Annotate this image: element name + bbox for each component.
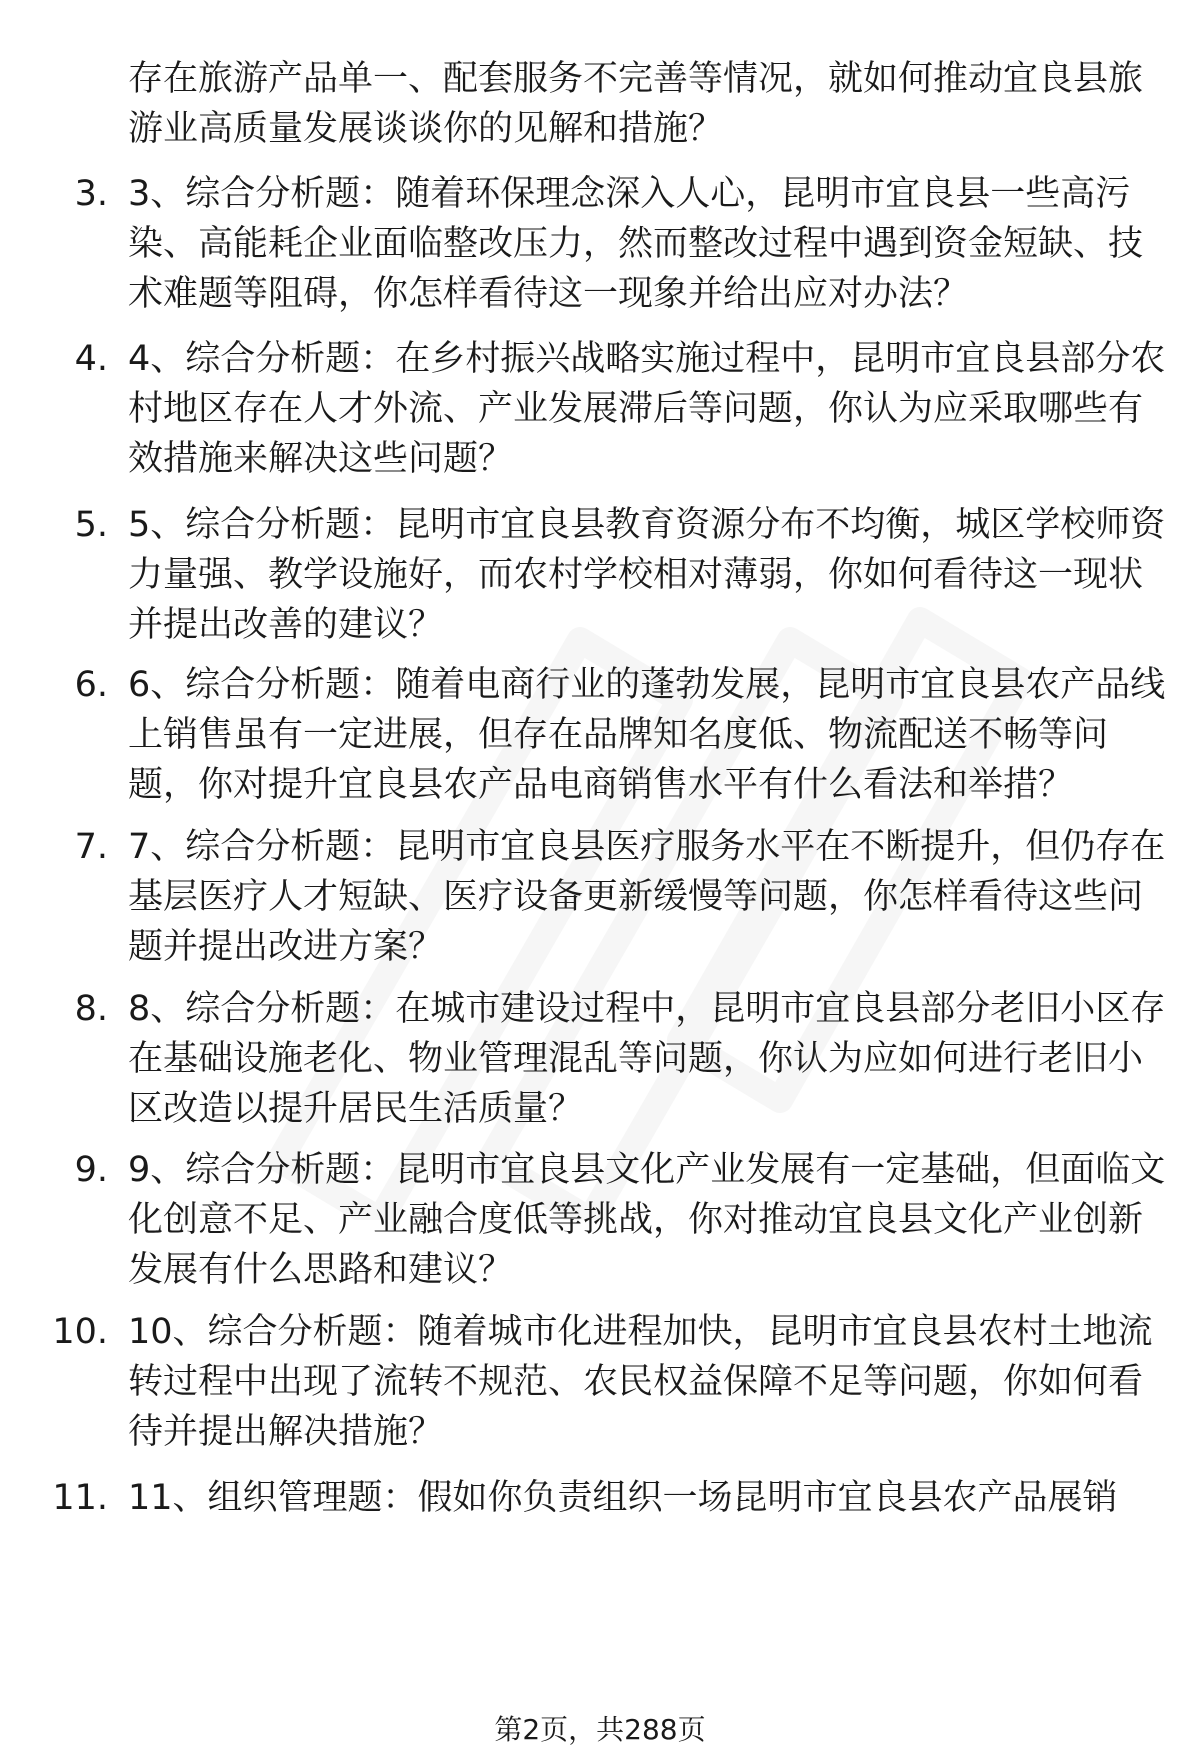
question-number: 8. xyxy=(74,989,108,1029)
question-number: 9. xyxy=(74,1150,108,1190)
question-number: 4. xyxy=(74,339,108,379)
question-text: 7、综合分析题：昆明市宜良县医疗服务水平在不断提升，但仍存在基层医疗人才短缺、医疗设备更新缓慢等问题，你怎样看待这些问题并提出改进方案？ xyxy=(128,827,1166,967)
question-number: 10. xyxy=(52,1312,108,1352)
question-number: 5. xyxy=(74,505,108,545)
continuation-paragraph: 存在旅游产品单一、配套服务不完善等情况，就如何推动宜良县旅游业高质量发展谈谈你的见解和措施？ xyxy=(128,59,1144,149)
question-number: 6. xyxy=(74,665,108,705)
question-number: 3. xyxy=(74,174,108,214)
question-text: 5、综合分析题：昆明市宜良县教育资源分布不均衡，城区学校师资力量强、教学设施好，而农村学校相对薄弱，你如何看待这一现状并提出改善的建议？ xyxy=(128,505,1166,645)
question-text: 3、综合分析题：随着环保理念深入人心，昆明市宜良县一些高污染、高能耗企业面临整改压力，然而整改过程中遇到资金短缺、技术难题等阻碍，你怎样看待这一现象并给出应对办法？ xyxy=(128,174,1144,314)
question-text: 6、综合分析题：随着电商行业的蓬勃发展，昆明市宜良县农产品线上销售虽有一定进展，但存在品牌知名度低、物流配送不畅等问题，你对提升宜良县农产品电商销售水平有什么看法和举措？ xyxy=(128,665,1166,805)
question-text: 11、组织管理题：假如你负责组织一场昆明市宜良县农产品展销 xyxy=(128,1478,1118,1518)
page-number-footer: 第2页，共288页 xyxy=(494,1713,706,1746)
question-number: 7. xyxy=(74,827,108,867)
question-text: 9、综合分析题：昆明市宜良县文化产业发展有一定基础，但面临文化创意不足、产业融合度低等挑战，你对推动宜良县文化产业创新发展有什么思路和建议？ xyxy=(128,1150,1166,1290)
question-number: 11. xyxy=(52,1478,108,1518)
question-text: 4、综合分析题：在乡村振兴战略实施过程中，昆明市宜良县部分农村地区存在人才外流、产业发展滞后等问题，你认为应采取哪些有效措施来解决这些问题？ xyxy=(128,339,1166,479)
question-text: 10、综合分析题：随着城市化进程加快，昆明市宜良县农村土地流转过程中出现了流转不规范、农民权益保障不足等问题，你如何看待并提出解决措施？ xyxy=(128,1312,1153,1452)
question-text: 8、综合分析题：在城市建设过程中，昆明市宜良县部分老旧小区存在基础设施老化、物业管理混乱等问题，你认为应如何进行老旧小区改造以提升居民生活质量？ xyxy=(128,989,1166,1129)
